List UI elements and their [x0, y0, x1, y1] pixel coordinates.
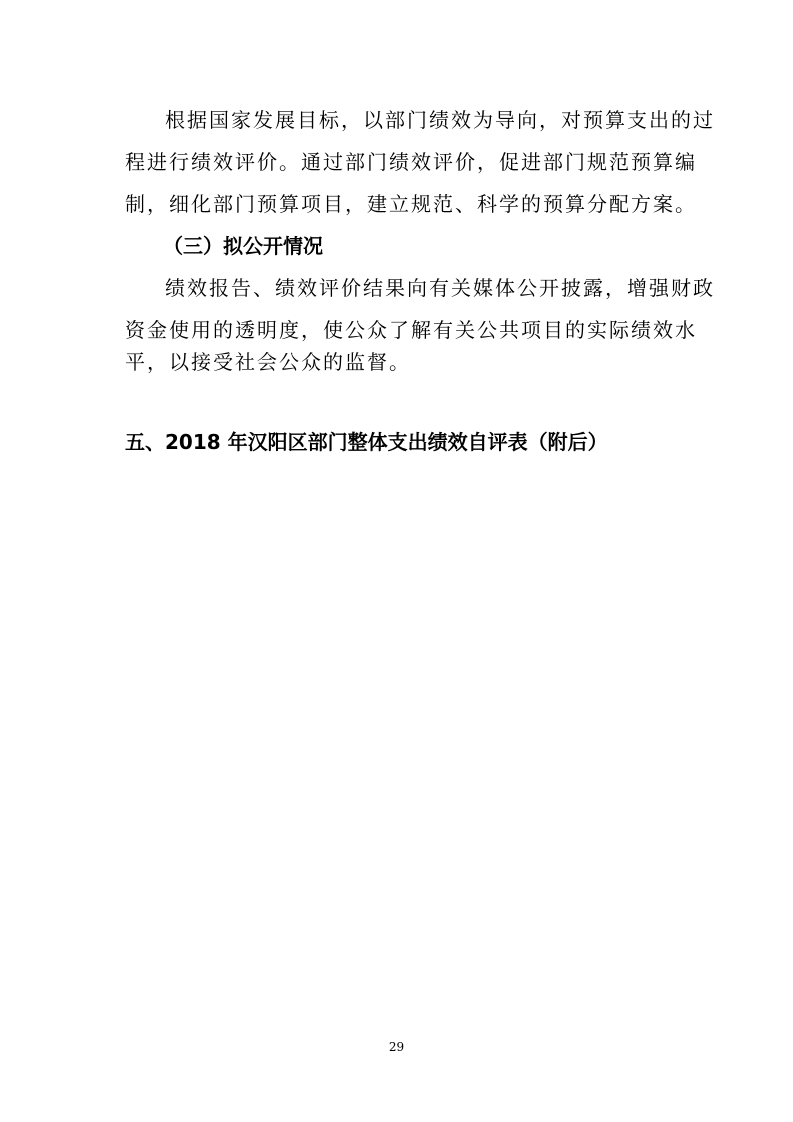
paragraph-2-line-2: 资金使用的透明度，使公众了解有关公共项目的实际绩效水 [125, 318, 697, 342]
paragraph-1-line-1: 根据国家发展目标，以部门绩效为导向，对预算支出的过 [165, 108, 715, 132]
paragraph-1-line-2: 程进行绩效评价。通过部门绩效评价，促进部门规范预算编 [125, 150, 697, 174]
section-subheading: （三）拟公开情况 [163, 234, 323, 258]
paragraph-2-line-3: 平，以接受社会公众的监督。 [125, 350, 411, 374]
section-heading: 五、2018 年汉阳区部门整体支出绩效自评表（附后） [125, 430, 608, 454]
page-number: 29 [388, 1040, 405, 1054]
paragraph-1-line-3: 制，细化部门预算项目，建立规范、科学的预算分配方案。 [125, 192, 697, 216]
paragraph-2-line-1: 绩效报告、绩效评价结果向有关媒体公开披露，增强财政 [165, 276, 715, 300]
